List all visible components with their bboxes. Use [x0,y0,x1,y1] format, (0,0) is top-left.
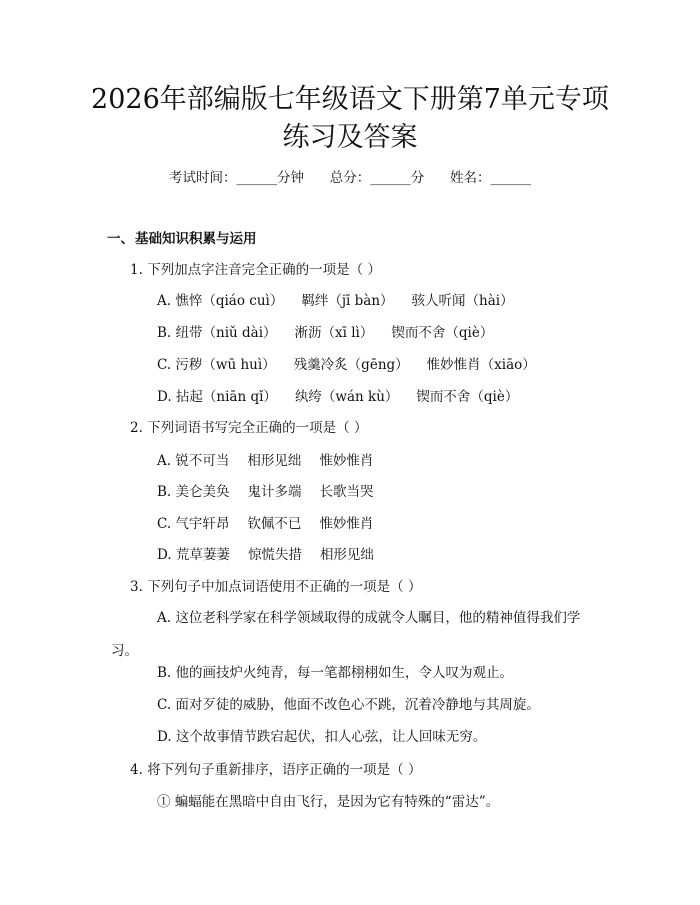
score-label: 总分： [329,170,371,186]
name-blank: ______ [490,170,531,186]
option-part: 相形见绌 [247,453,302,469]
document-title-line-1: 2026年部编版七年级语文下册第7单元专项 [91,84,609,115]
question-stem-2: 2. 下列词语书写完全正确的一项是（ ） [130,420,368,436]
question-2-option-b [157,482,374,502]
option-part: C. 污秽（wū huì） [157,357,276,373]
option-part: D. 荒草萋萋 [157,547,230,563]
option-part: 残羹冷炙（gēng） [293,357,409,373]
time-unit: 分钟 [277,170,304,186]
option-part: A. 锐不可当 [157,453,230,469]
question-3-option-c: C. 面对歹徒的威胁，他面不改色心不跳，沉着冷静地与其周旋。 [157,697,540,713]
option-part: 惟妙惟肖 [319,516,374,532]
option-part: 相形见绌 [319,547,374,563]
time-blank: ______ [236,170,277,186]
question-stem-3: 3. 下列句子中加点词语使用不正确的一项是（ ） [130,579,422,595]
option-part: C. 气宇轩昂 [157,516,230,532]
question-4-item-1: ① 蝙蝠能在黑暗中自由飞行，是因为它有特殊的“雷达”。 [157,794,500,810]
option-part: B. 纽带（niǔ dài） [157,325,277,341]
question-2-option-a [157,451,373,471]
question-2-option-d [157,545,374,565]
question-1-option-a [157,291,514,311]
question-3-option-b: B. 他的画技炉火纯青，每一笔都栩栩如生，令人叹为观止。 [157,665,514,681]
section-number: 一、 [107,231,134,247]
question-3-option-d: D. 这个故事情节跌宕起伏，扣人心弦，让人回味无穷。 [157,729,487,745]
exam-meta [0,168,700,188]
option-part: 鬼计多端 [247,484,302,500]
option-part: 锲而不舍（qiè） [416,389,519,405]
option-part: 纨绔（wán kù） [294,389,399,405]
section-heading [107,229,257,249]
question-stem-1: 1. 下列加点字注音完全正确的一项是（ ） [130,262,381,278]
question-3-option-a: A. 这位老科学家在科学领域取得的成就令人瞩目，他的精神值得我们学习。 [111,610,581,659]
option-part: 惟妙惟肖（xiāo） [426,357,536,373]
question-2-option-c [157,514,373,534]
option-part: 长歌当哭 [319,484,374,500]
option-part: 锲而不舍（qiè） [391,325,494,341]
option-part: 淅沥（xī lì） [294,325,374,341]
document-title-line-2: 练习及答案 [282,122,418,153]
question-1-option-c [157,355,536,375]
time-label: 考试时间： [169,170,237,186]
score-unit: 分 [410,170,425,186]
option-part: 惟妙惟肖 [319,453,374,469]
option-part: 骇人听闻（hài） [411,293,514,309]
option-part: 钦佩不已 [247,516,302,532]
question-1-option-b [157,323,493,343]
question-1-option-d [157,387,518,407]
option-part: 惊慌失措 [247,547,302,563]
score-blank: ______ [370,170,411,186]
section-title: 基础知识积累与运用 [135,231,257,247]
option-part: B. 美仑美奂 [157,484,230,500]
name-label: 姓名： [450,170,491,186]
option-part: A. 憔悴（qiáo cuì） [157,293,284,309]
question-stem-4: 4. 将下列句子重新排序，语序正确的一项是（ ） [130,762,422,778]
option-part: 羁绊（jī bàn） [301,293,394,309]
option-part: D. 拈起（niān qǐ） [157,389,277,405]
